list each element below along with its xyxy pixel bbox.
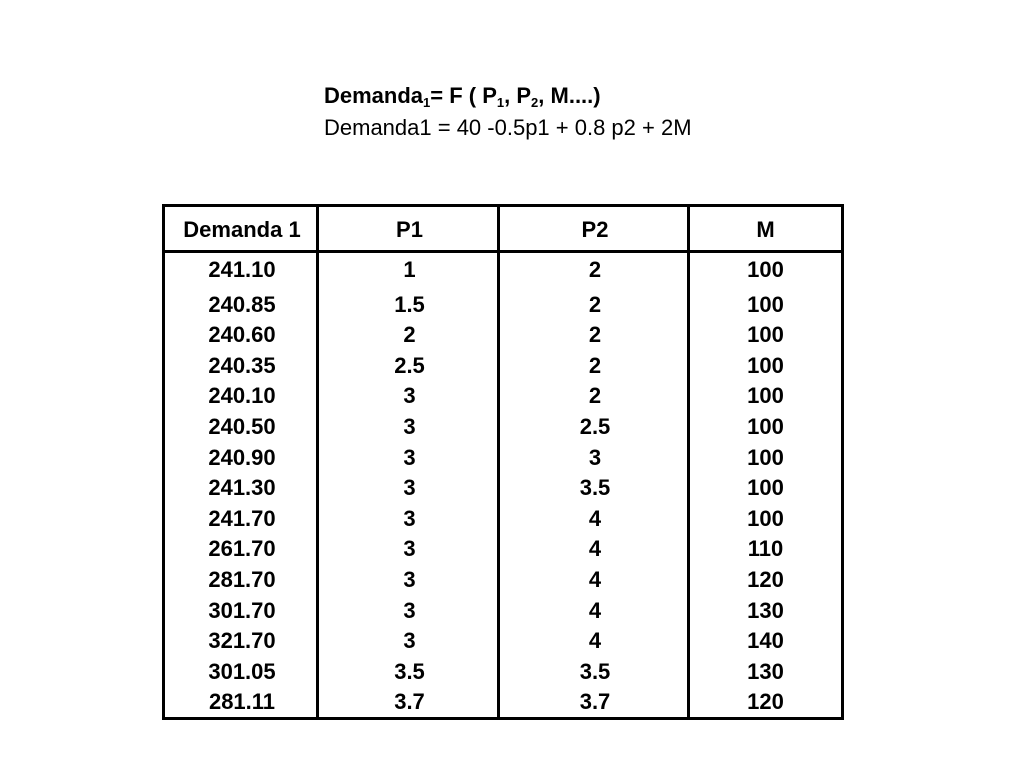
cell-p2: 3.5 — [579, 659, 611, 684]
formula-subscript: 1 — [496, 95, 505, 110]
table-row — [165, 596, 841, 626]
cell-p1: 3 — [403, 383, 416, 408]
cell-p2: 2.5 — [579, 414, 611, 439]
cell-demanda: 241.30 — [208, 475, 276, 500]
table-header-row — [165, 215, 841, 245]
formula-text: = F ( P — [430, 83, 497, 108]
table-row — [165, 412, 841, 442]
formula-text: , M....) — [538, 83, 601, 108]
table-row — [165, 255, 841, 285]
cell-p1: 3 — [403, 628, 416, 653]
table-row — [165, 320, 841, 350]
cell-m: 100 — [747, 353, 784, 378]
table-row — [165, 351, 841, 381]
cell-p2: 4 — [588, 628, 602, 653]
cell-p1: 3 — [403, 445, 416, 470]
cell-demanda: 240.90 — [208, 445, 276, 470]
header-m: M — [756, 217, 775, 242]
cell-m: 100 — [747, 257, 784, 282]
cell-demanda: 261.70 — [208, 536, 276, 561]
cell-p2: 3.7 — [579, 689, 611, 714]
cell-m: 100 — [747, 383, 784, 408]
cell-p2: 2 — [588, 353, 602, 378]
cell-p2: 2 — [588, 322, 602, 347]
table-row — [165, 565, 841, 595]
cell-p1: 2.5 — [394, 353, 425, 378]
cell-p1: 1.5 — [394, 292, 425, 317]
formula-block — [324, 80, 692, 144]
table-row — [165, 504, 841, 534]
cell-p1: 3 — [403, 506, 416, 531]
cell-p1: 3.7 — [394, 689, 425, 714]
cell-p2: 2 — [588, 383, 602, 408]
cell-p2: 4 — [588, 506, 602, 531]
table-row — [165, 381, 841, 411]
cell-m: 120 — [747, 567, 784, 592]
cell-m: 140 — [747, 628, 784, 653]
cell-p1: 3 — [403, 475, 416, 500]
cell-demanda: 240.85 — [208, 292, 276, 317]
cell-m: 130 — [747, 659, 784, 684]
table-row — [165, 290, 841, 320]
cell-demanda: 281.70 — [208, 567, 276, 592]
cell-m: 100 — [747, 292, 784, 317]
cell-p2: 2 — [588, 292, 602, 317]
cell-p2: 3.5 — [579, 475, 611, 500]
cell-demanda: 241.10 — [208, 257, 276, 282]
cell-p1: 3.5 — [394, 659, 425, 684]
table-row — [165, 687, 841, 717]
cell-m: 100 — [747, 414, 784, 439]
cell-demanda: 241.70 — [208, 506, 276, 531]
cell-p1: 3 — [403, 567, 416, 592]
cell-p1: 2 — [403, 322, 416, 347]
formula-text: Demanda — [324, 83, 424, 108]
cell-demanda: 281.11 — [208, 689, 276, 714]
table-row — [165, 534, 841, 564]
table-row — [165, 473, 841, 503]
formula-general — [324, 80, 692, 112]
cell-m: 100 — [747, 506, 784, 531]
table-row — [165, 443, 841, 473]
header-divider — [165, 250, 841, 253]
table-row — [165, 626, 841, 656]
header-p1: P1 — [396, 217, 423, 242]
cell-demanda: 301.70 — [208, 598, 276, 623]
cell-m: 100 — [747, 445, 784, 470]
cell-p2: 2 — [588, 257, 602, 282]
formula-subscript: 1 — [423, 95, 431, 110]
cell-p1: 1 — [403, 257, 416, 282]
cell-p1: 3 — [403, 414, 416, 439]
cell-demanda: 240.35 — [208, 353, 276, 378]
formula-subscript: 2 — [531, 95, 539, 110]
formula-specific: Demanda1 = 40 -0.5p1 + 0.8 p2 + 2M — [324, 115, 692, 140]
cell-demanda: 240.10 — [208, 383, 276, 408]
formula-text: , P — [504, 83, 532, 108]
cell-m: 130 — [747, 598, 784, 623]
cell-m: 110 — [747, 536, 784, 561]
cell-demanda: 321.70 — [208, 628, 276, 653]
header-demanda: Demanda 1 — [183, 217, 301, 242]
cell-p2: 4 — [588, 598, 602, 623]
header-p2: P2 — [581, 217, 609, 242]
cell-demanda: 240.50 — [208, 414, 276, 439]
cell-p2: 3 — [588, 445, 602, 470]
demand-table — [162, 204, 844, 720]
cell-p2: 4 — [588, 536, 602, 561]
cell-m: 100 — [747, 475, 784, 500]
cell-p1: 3 — [403, 536, 416, 561]
table-row — [165, 657, 841, 687]
cell-demanda: 240.60 — [208, 322, 276, 347]
cell-p2: 4 — [588, 567, 602, 592]
cell-demanda: 301.05 — [208, 659, 276, 684]
cell-m: 120 — [747, 689, 784, 714]
cell-m: 100 — [747, 322, 784, 347]
cell-p1: 3 — [403, 598, 416, 623]
